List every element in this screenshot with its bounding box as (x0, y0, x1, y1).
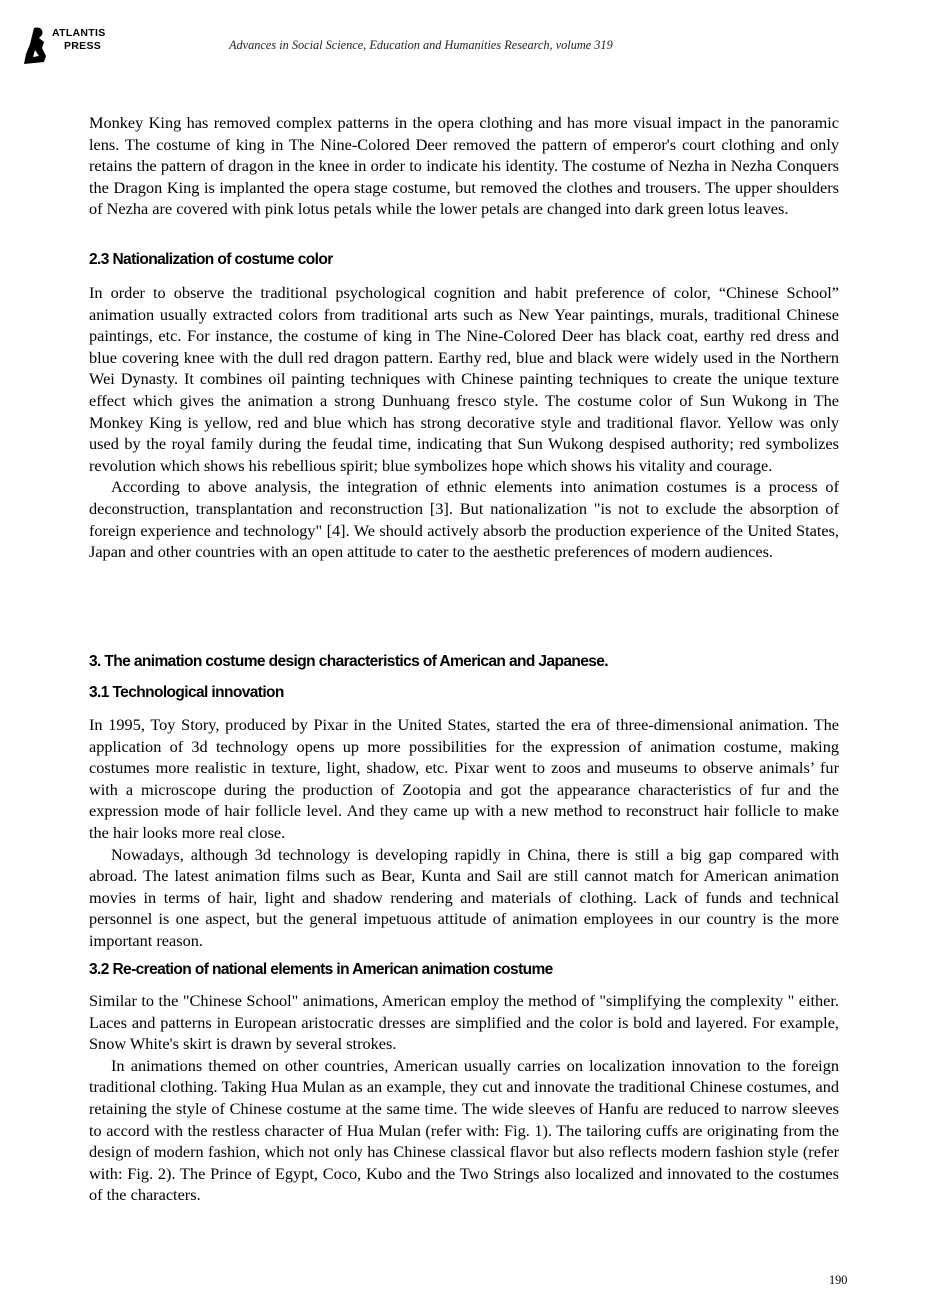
paragraph-text: Similar to the "Chinese School" animations, American employ the method of "simplifying the complexity " either. Laces and patterns in European aristocratic dresses are simplified and the color is bold and layered. For example, Snow White's skirt is drawn by several strokes. (89, 991, 839, 1054)
logo-text-atlantis: ATLANTIS (52, 27, 106, 39)
atlantis-press-logo (20, 26, 130, 66)
paragraph (89, 990, 839, 1206)
paragraph (89, 714, 839, 952)
section-heading-3: 3. The animation costume design characteristics of American and Japanese. (89, 653, 608, 670)
running-title: Advances in Social Science, Education and Humanities Research, volume 319 (229, 38, 613, 52)
logo-text-press: PRESS (64, 40, 102, 52)
section-heading-3-2: 3.2 Re-creation of national elements in American animation costume (89, 961, 553, 978)
section-heading-3-1: 3.1 Technological innovation (89, 684, 284, 701)
paragraph (89, 112, 839, 220)
thinker-logo-icon (20, 26, 54, 66)
paragraph-text: In 1995, Toy Story, produced by Pixar in the United States, started the era of three-dimensional animation. The application of 3d technology opens up more possibilities for the expression of animation costume, making costumes more realistic in texture, light, shadow, etc. Pixar went to zoos and museums to observe animals’ fur with a microscope during the production of Zootopia and got the appearance characteristics of fur and the expression mode of hair follicle level. And they came up with a new method to reconstruct hair follicle to make the hair looks more real close. (89, 715, 839, 842)
section-heading-2-3: 2.3 Nationalization of costume color (89, 251, 333, 268)
paragraph-text: In animations themed on other countries, American usually carries on localization innovation to the foreign traditional clothing. Taking Hua Mulan as an example, they cut and innovate the traditional Chinese costumes, and retaining the style of Chinese costume at the same time. The wide sleeves of Hanfu are reduced to narrow sleeves to accord with the restless character of Hua Mulan (refer with: Fig. 1). The tailoring cuffs are originating from the design of modern fashion, which not only has Chinese classical flavor but also reflects modern fashion style (refer with: Fig. 2). The Prince of Egypt, Coco, Kubo and the Two Strings also localized and innovated to the costumes of the characters. (89, 1055, 839, 1205)
paragraph (89, 282, 839, 563)
paragraph-text: Monkey King has removed complex patterns in the opera clothing and has more visual impact in the panoramic lens. The costume of king in The Nine-Colored Deer removed the pattern of emperor's court clothing and only retains the pattern of dragon in the knee in order to indicate his identity. The costume of Nezha in Nezha Conquers the Dragon King is implanted the opera stage costume, but removed the clothes and trousers. The upper shoulders of Nezha are covered with pink lotus petals while the lower petals are changed into dark green lotus leaves. (89, 113, 839, 219)
paragraph-text: Nowadays, although 3d technology is developing rapidly in China, there is still a big gap compared with abroad. The latest animation films such as Bear, Kunta and Sail are still cannot match for American animation movies in terms of hair, light and shadow rendering and materials of clothing. Lack of funds and technical personnel is one aspect, but the general impetuous attitude of animation employees in our country is the more important reason. (89, 844, 839, 950)
paragraph-text: According to above analysis, the integration of ethnic elements into animation costumes is a process of deconstruction, transplantation and reconstruction [3]. But nationalization "is not to exclude the absorption of foreign experience and technology" [4]. We should actively absorb the production experience of the United States, Japan and other countries with an open attitude to cater to the aesthetic preferences of modern audiences. (89, 477, 839, 562)
paragraph-text: In order to observe the traditional psychological cognition and habit preference of color, “Chinese School” animation usually extracted colors from traditional arts such as New Year paintings, murals, traditional Chinese paintings, etc. For instance, the costume of king in The Nine-Colored Deer has black coat, earthy red dress and blue covering knee with the dull red dragon pattern. Earthy red, blue and black were widely used in the Northern Wei Dynasty. It combines oil painting techniques with Chinese painting techniques to create the unique texture effect which gives the animation a strong Dunhuang fresco style. The costume color of Sun Wukong in The Monkey King is yellow, red and blue which has strong decorative style and traditional flavor. Yellow was only used by the royal family during the feudal time, indicating that Sun Wukong despised authority; red symbolizes revolution which shows his rebellious spirit; blue symbolizes hope which shows his vitality and courage. (89, 283, 839, 475)
page-number: 190 (829, 1273, 848, 1287)
